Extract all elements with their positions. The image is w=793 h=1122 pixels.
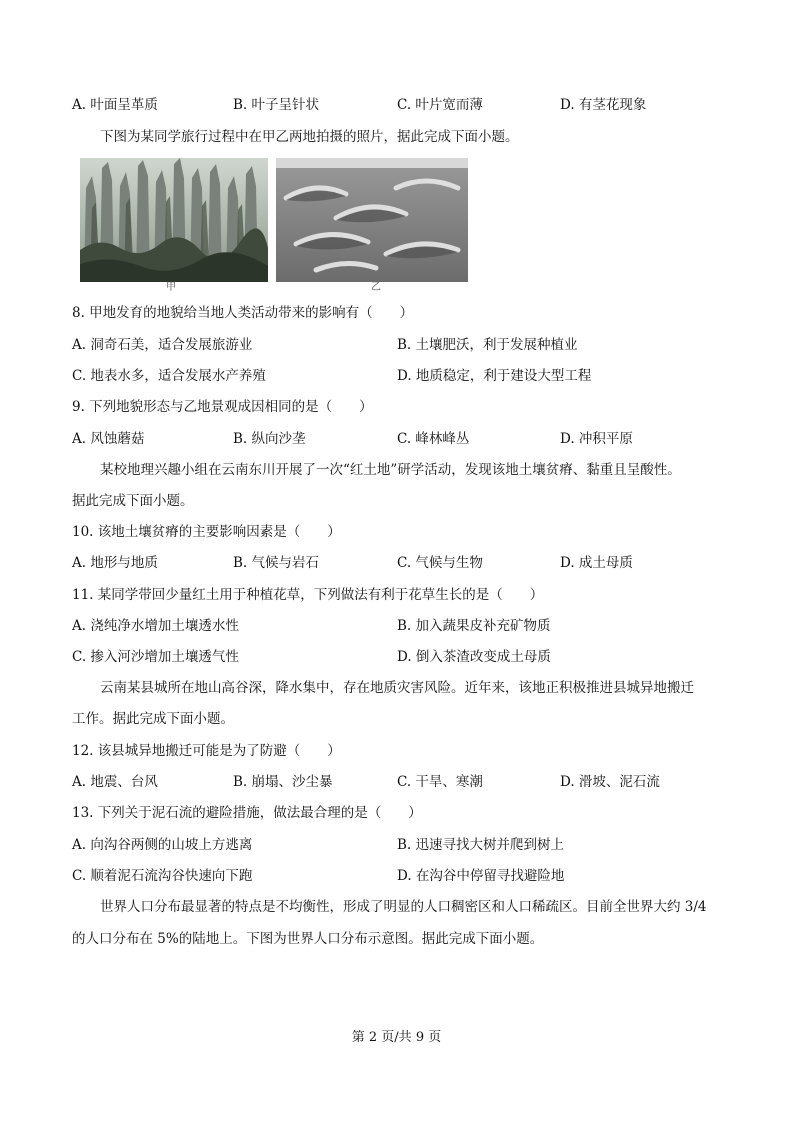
- q12-stem: 12. 该县城异地搬迁可能是为了防避（ ）: [72, 743, 341, 759]
- q7-option-a: A. 叶面呈革质: [72, 97, 158, 113]
- q12-option-c: C. 干旱、寒潮: [397, 774, 483, 790]
- q10-option-d: D. 成土母质: [560, 555, 633, 571]
- q11-option-a: A. 浇纯净水增加土壤透水性: [72, 618, 239, 634]
- q11-option-c: C. 掺入河沙增加土壤透气性: [72, 649, 239, 665]
- q9-option-a: A. 风蚀蘑菇: [72, 431, 145, 447]
- q13-option-d: D. 在沟谷中停留寻找避险地: [397, 868, 565, 884]
- soil-intro-line-1: 某校地理兴趣小组在云南东川开展了一次“红土地”研学活动，发现该地土壤贫瘠、黏重且呈酸性。: [100, 462, 681, 478]
- photo-yi-desert-dunes: [276, 158, 468, 282]
- q7-option-d: D. 有茎花现象: [560, 97, 647, 113]
- q11-option-b: B. 加入蔬果皮补充矿物质: [397, 618, 551, 634]
- q9-option-c: C. 峰林峰丛: [397, 431, 470, 447]
- photo-caption-yi: 乙: [371, 282, 381, 293]
- q9-stem: 9. 下列地貌形态与乙地景观成因相同的是（ ）: [72, 399, 373, 415]
- q13-option-b: B. 迅速寻找大树并爬到树上: [397, 837, 565, 853]
- q8-option-a: A. 洞奇石美，适合发展旅游业: [72, 337, 253, 353]
- q7-option-b: B. 叶子呈针状: [233, 97, 320, 113]
- q11-option-d: D. 倒入茶渣改变成土母质: [397, 649, 551, 665]
- photo-caption-jia: 甲: [166, 282, 176, 293]
- q12-option-b: B. 崩塌、沙尘暴: [233, 774, 333, 790]
- q10-option-b: B. 气候与岩石: [233, 555, 320, 571]
- population-intro-line-2: 的人口分布在 5%的陆地上。下图为世界人口分布示意图。据此完成下面小题。: [72, 931, 544, 947]
- q8-option-c: C. 地表水多，适合发展水产养殖: [72, 368, 266, 384]
- page-footer: 第 2 页/共 9 页: [351, 1030, 442, 1045]
- q8-stem: 8. 甲地发育的地貌给当地人类活动带来的影响有（ ）: [72, 305, 414, 321]
- q12-option-d: D. 滑坡、泥石流: [560, 774, 660, 790]
- population-intro-line-1: 世界人口分布最显著的特点是不均衡性，形成了明显的人口稠密区和人口稀疏区。目前全世界大约 3/4: [100, 899, 707, 915]
- photo-intro: 下图为某同学旅行过程中在甲乙两地拍摄的照片，据此完成下面小题。: [100, 129, 519, 145]
- q13-option-a: A. 向沟谷两侧的山坡上方逃离: [72, 837, 253, 853]
- county-intro-line-1: 云南某县城所在地山高谷深，降水集中，存在地质灾害风险。近年来，该地正积极推进县城异地搬迁: [100, 680, 694, 696]
- q13-stem: 13. 下列关于泥石流的避险措施，做法最合理的是（ ）: [72, 805, 422, 821]
- q11-stem: 11. 某同学带回少量红土用于种植花草，下列做法有利于花草生长的是（ ）: [72, 587, 544, 603]
- q12-option-a: A. 地震、台风: [72, 774, 158, 790]
- photo-jia-stone-forest: [80, 158, 268, 282]
- county-intro-line-2: 工作。据此完成下面小题。: [72, 711, 234, 727]
- q9-option-b: B. 纵向沙垄: [233, 431, 306, 447]
- q13-option-c: C. 顺着泥石流沟谷快速向下跑: [72, 868, 253, 884]
- q8-option-b: B. 土壤肥沃，利于发展种植业: [397, 337, 578, 353]
- q8-option-d: D. 地质稳定，利于建设大型工程: [397, 368, 592, 384]
- q10-option-c: C. 气候与生物: [397, 555, 483, 571]
- q10-option-a: A. 地形与地质: [72, 555, 158, 571]
- q7-option-c: C. 叶片宽而薄: [397, 97, 483, 113]
- q10-stem: 10. 该地土壤贫瘠的主要影响因素是（ ）: [72, 524, 341, 540]
- q9-option-d: D. 冲积平原: [560, 431, 633, 447]
- soil-intro-line-2: 据此完成下面小题。: [72, 493, 194, 509]
